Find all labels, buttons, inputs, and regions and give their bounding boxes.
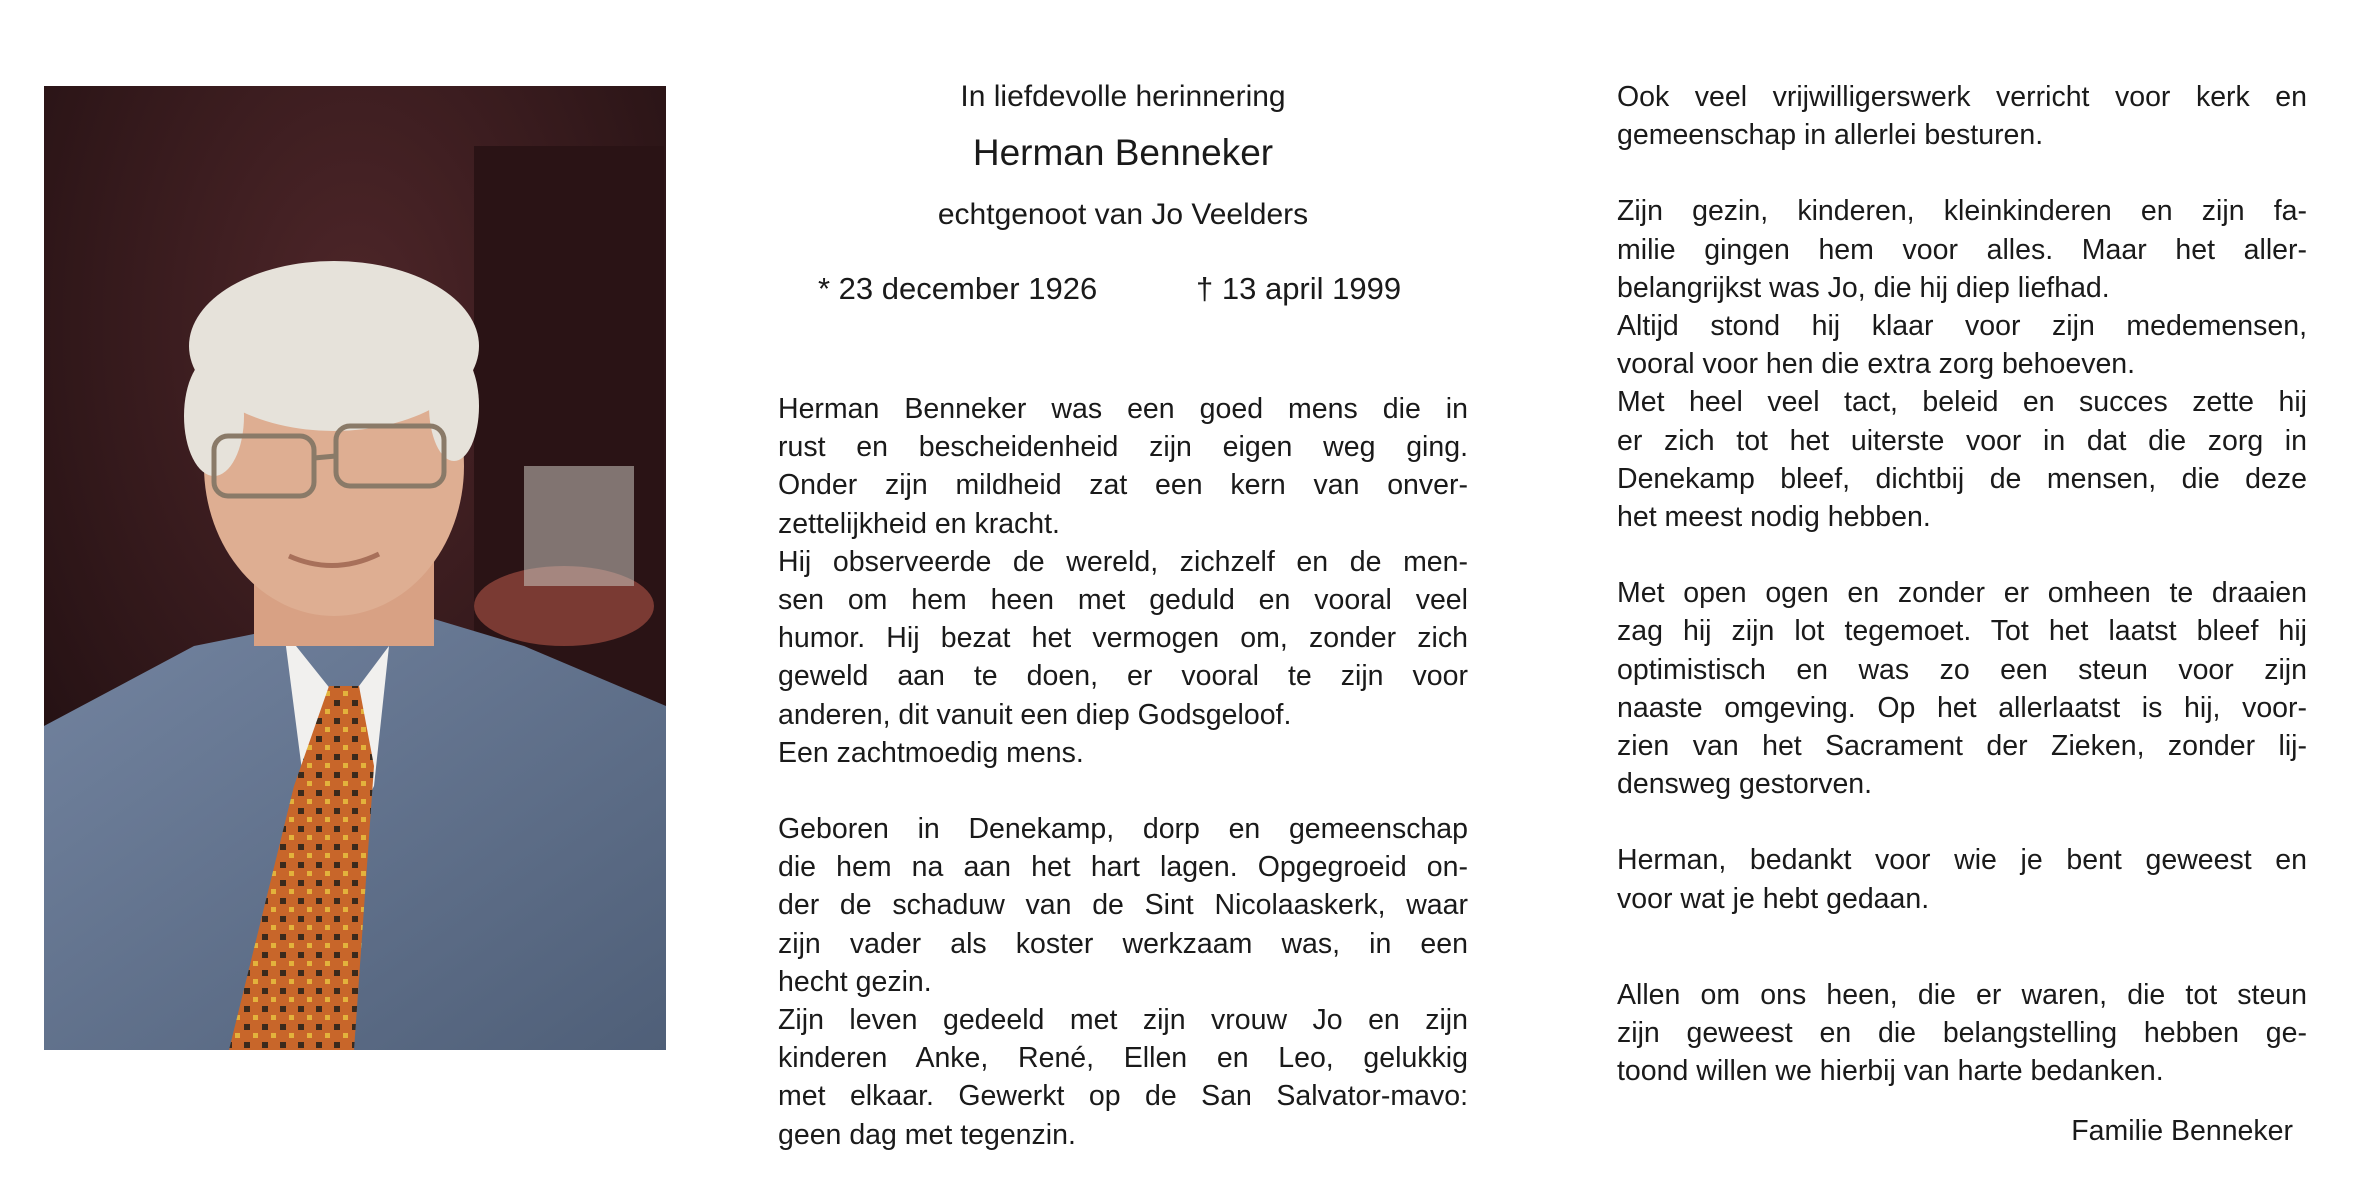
text-line: zag hij zijn lot tegemoet. Tot het laatst bleef hij [1617, 615, 2307, 648]
text-line: Allen om ons heen, die er waren, die tot steun [1617, 978, 2307, 1011]
text-line: Denekamp bleef, dichtbij de mensen, die deze [1617, 462, 2307, 495]
text-line: Met open ogen en zonder er omheen te draaien [1617, 577, 2307, 610]
text-line: die hem na aan het hart lagen. Opgegroeid on- [778, 851, 1468, 884]
text-line: belangrijkst was Jo, die hij diep liefhad. [1617, 271, 2110, 304]
text-line: toond willen we hierbij van harte bedanken. [1617, 1055, 2164, 1088]
text-line: Onder zijn mildheid zat een kern van onver- [778, 469, 1468, 502]
text-line: Altijd stond hij klaar voor zijn medemensen, [1617, 310, 2307, 343]
text-line: Met heel veel tact, beleid en succes zette hij [1617, 386, 2307, 419]
paragraph [1617, 78, 2307, 154]
portrait-photo [44, 86, 666, 1050]
text-line: geweld aan te doen, er vooral te zijn voor [778, 660, 1468, 693]
paragraph [1617, 574, 2307, 803]
text-line: zijn vader als koster werkzaam was, in een [778, 927, 1468, 960]
text-line: Een zachtmoedig mens. [778, 736, 1084, 769]
text-line: humor. Hij bezat het vermogen om, zonder zich [778, 622, 1468, 655]
text-line: zijn geweest en die belangstelling hebben ge- [1617, 1017, 2307, 1050]
text-line: Herman, bedankt voor wie je bent geweest en [1617, 844, 2307, 877]
text-line: densweg gestorven. [1617, 768, 1873, 801]
text-line: sen om hem heen met geduld en vooral veel [778, 584, 1468, 617]
remembrance-heading: In liefdevolle herinnering [960, 80, 1286, 113]
text-line: optimistisch en was zo een steun voor zijn [1617, 653, 2307, 686]
text-line: Zijn leven gedeeld met zijn vrouw Jo en zijn [778, 1004, 1468, 1037]
paragraph [1617, 192, 2307, 536]
text-line: Hij observeerde de wereld, zichzelf en de men- [778, 545, 1468, 578]
text-line: milie gingen hem voor alles. Maar het aller- [1617, 233, 2307, 266]
text-line: gemeenschap in allerlei besturen. [1617, 119, 2044, 152]
text-line: het meest nodig hebben. [1617, 501, 1931, 534]
text-line: anderen, dit vanuit een diep Godsgeloof. [778, 698, 1292, 731]
text-line: met elkaar. Gewerkt op de San Salvator-mavo: [778, 1080, 1468, 1113]
text-line: voor wat je hebt gedaan. [1617, 882, 1930, 915]
paragraph [778, 390, 1468, 772]
text-line: er zich tot het uiterste voor in dat die zorg in [1617, 424, 2307, 457]
right-column [1617, 78, 2307, 1151]
text-line: geen dag met tegenzin. [778, 1118, 1076, 1151]
text-line: Zijn gezin, kinderen, kleinkinderen en zijn fa- [1617, 195, 2307, 228]
text-line: Geboren in Denekamp, dorp en gemeenschap [778, 813, 1468, 846]
death-date: † 13 april 1999 [1196, 271, 1402, 306]
paragraph [1617, 841, 2307, 917]
text-line: hecht gezin. [778, 965, 932, 998]
paragraph [778, 810, 1468, 1154]
text-line: Ook veel vrijwilligerswerk verricht voor kerk en [1617, 81, 2307, 113]
text-line: der de schaduw van de Sint Nicolaaskerk, waar [778, 889, 1468, 922]
middle-column [778, 390, 1468, 1154]
deceased-name: Herman Benneker [972, 132, 1274, 173]
text-line: rust en bescheidenheid zijn eigen weg ging. [778, 431, 1468, 464]
family-signature: Familie Benneker [2071, 1115, 2293, 1148]
text-line: Herman Benneker was een goed mens die in [778, 393, 1468, 425]
spouse-line: echtgenoot van Jo Veelders [937, 198, 1309, 231]
birth-date: * 23 december 1926 [818, 271, 1098, 306]
text-line: kinderen Anke, René, Ellen en Leo, gelukkig [778, 1042, 1468, 1075]
text-line: zien van het Sacrament der Zieken, zonder lij- [1617, 730, 2307, 763]
paragraph [1617, 976, 2307, 1091]
text-line: zettelijkheid en kracht. [778, 507, 1060, 540]
text-line: vooral voor hen die extra zorg behoeven. [1617, 348, 2136, 381]
text-line: naaste omgeving. Op het allerlaatst is hij, voor- [1617, 691, 2307, 724]
